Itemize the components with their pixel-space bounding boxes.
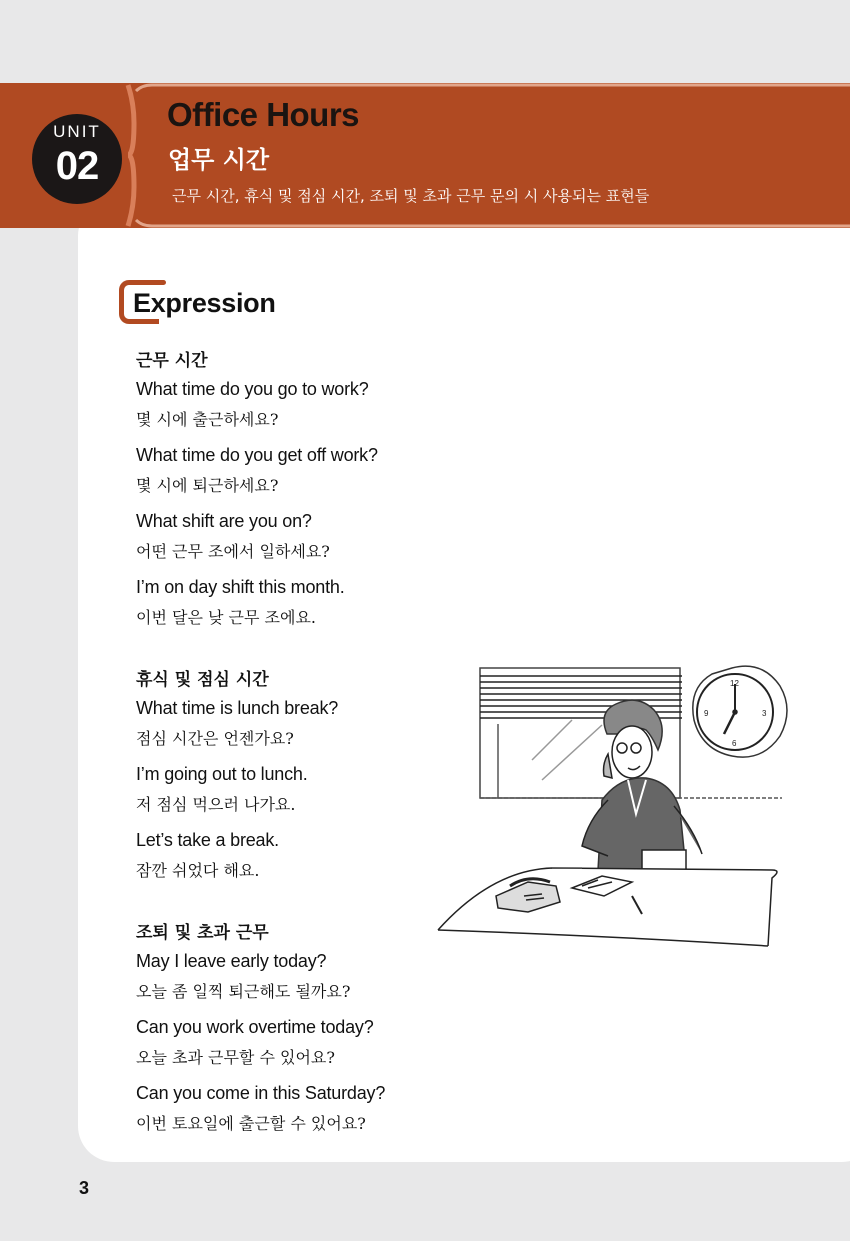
unit-badge	[32, 114, 122, 204]
expression-en: Let’s take a break.	[136, 830, 279, 850]
expression-ko: 오늘 초과 근무할 수 있어요?	[136, 1048, 335, 1067]
clock-numeral: 12	[730, 679, 739, 688]
section-bracket-tail	[150, 280, 166, 285]
expression-en: What time do you go to work?	[136, 379, 369, 399]
expression-ko: 점심 시간은 언젠가요?	[136, 729, 294, 748]
unit-subtitle: 근무 시간, 휴식 및 점심 시간, 조퇴 및 초과 근무 문의 시 사용되는 표현들	[172, 187, 650, 205]
group-heading-work-hours: 근무 시간	[136, 351, 208, 371]
page-title: Office Hours	[167, 96, 360, 133]
unit-banner	[0, 83, 850, 228]
expression-ko: 이번 토요일에 출근할 수 있어요?	[136, 1114, 366, 1133]
expression-ko: 잠깐 쉬었다 해요.	[136, 861, 260, 880]
expression-ko: 어떤 근무 조에서 일하세요?	[136, 542, 330, 561]
expression-ko: 저 점심 먹으러 나가요.	[136, 795, 296, 814]
expression-en: What time do you get off work?	[136, 445, 378, 465]
office-illustration	[432, 650, 802, 955]
group-heading-overtime: 조퇴 및 초과 근무	[136, 923, 269, 943]
page-number: 3	[79, 1178, 90, 1198]
expression-ko: 몇 시에 출근하세요?	[136, 410, 279, 429]
unit-label: UNIT	[53, 122, 101, 141]
clock-numeral: 6	[732, 739, 737, 748]
expression-ko: 몇 시에 퇴근하세요?	[136, 476, 279, 495]
expression-en: Can you work overtime today?	[136, 1017, 374, 1037]
expression-ko: 오늘 좀 일찍 퇴근해도 될까요?	[136, 982, 351, 1001]
group-heading-lunch-break: 휴식 및 점심 시간	[136, 670, 269, 690]
page-title-korean: 업무 시간	[168, 146, 270, 174]
expression-en: Can you come in this Saturday?	[136, 1083, 386, 1103]
unit-number: 02	[55, 144, 99, 188]
clock-numeral: 3	[762, 709, 767, 718]
clock-numeral: 9	[704, 709, 709, 718]
section-heading: Expression	[133, 288, 276, 318]
expression-en: I’m going out to lunch.	[136, 764, 308, 784]
expression-en: May I leave early today?	[136, 951, 327, 971]
expression-en: What time is lunch break?	[136, 698, 339, 718]
expression-en: I’m on day shift this month.	[136, 577, 345, 597]
expression-en: What shift are you on?	[136, 511, 312, 531]
expression-ko: 이번 달은 낮 근무 조에요.	[136, 608, 316, 627]
woman-on-phone-icon	[582, 700, 702, 888]
